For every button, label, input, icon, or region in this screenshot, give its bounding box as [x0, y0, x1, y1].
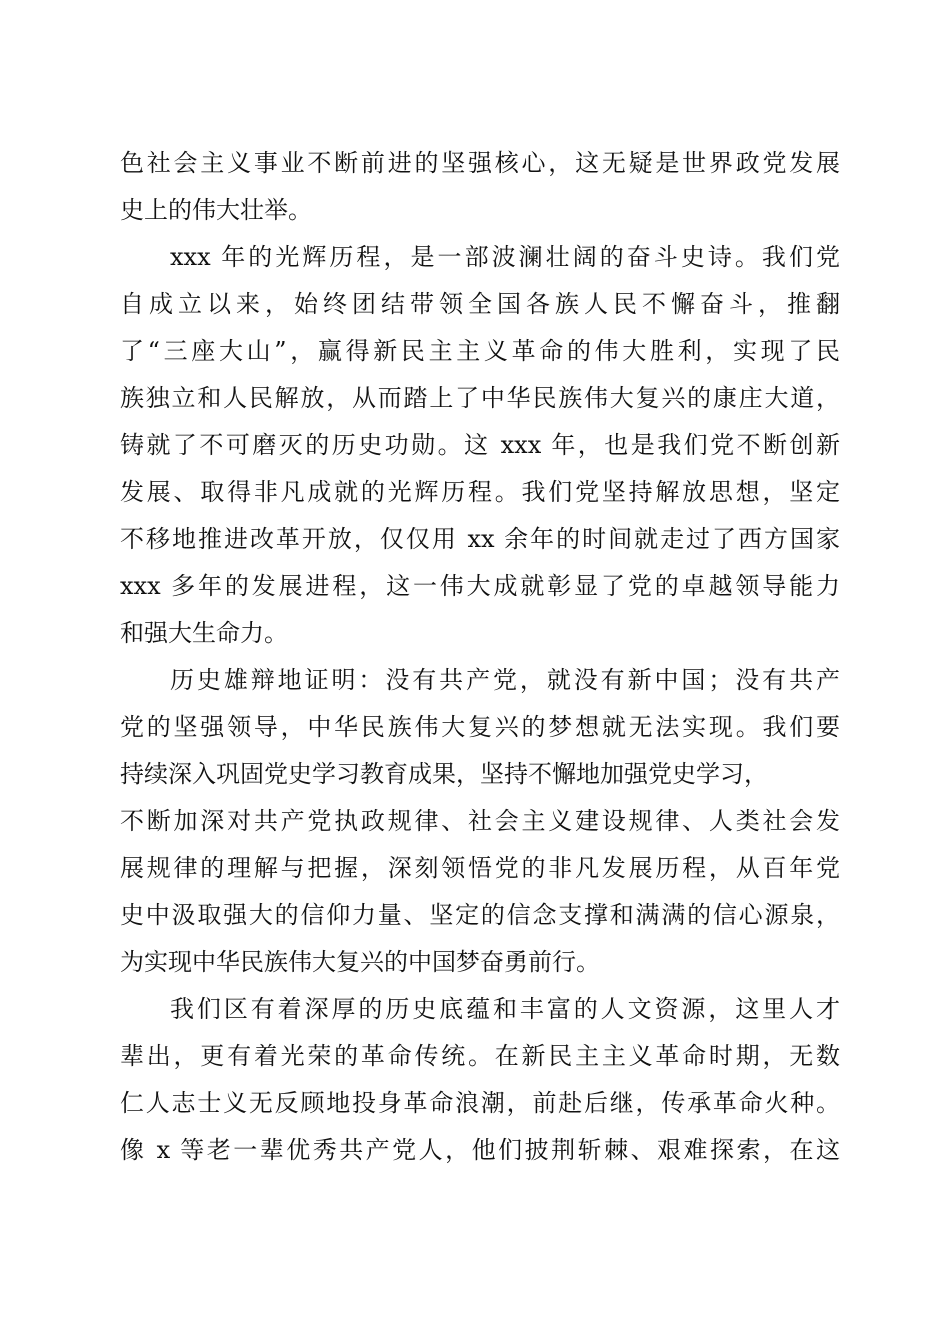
document-body: [120, 140, 840, 1174]
text-line: xxx 年的光辉历程，是一部波澜壮阔的奋斗史诗。我们党: [170, 243, 840, 271]
text-line: 发展、取得非凡成就的光辉历程。我们党坚持解放思想，坚定: [120, 478, 840, 506]
text-line: 铸就了不可磨灭的历史功勋。这 xxx 年，也是我们党不断创新: [120, 431, 840, 459]
text-line: 色社会主义事业不断前进的坚强核心，这无疑是世界政党发展: [120, 149, 840, 177]
text-line: 历史雄辩地证明：没有共产党，就没有新中国；没有共产: [170, 666, 840, 694]
text-line: 像 x 等老一辈优秀共产党人，他们披荆斩棘、艰难探索，在这: [120, 1136, 840, 1164]
text-line: 自成立以来，始终团结带领全国各族人民不懈奋斗，推翻: [120, 290, 840, 318]
paragraph: [120, 657, 840, 986]
paragraph: [120, 986, 840, 1174]
paragraph: [120, 234, 840, 657]
text-line: 持续深入巩固党史学习教育成果，坚持不懈地加强党史学习，: [120, 760, 768, 788]
text-line: 和强大生命力。: [120, 619, 288, 647]
text-line: 党的坚强领导，中华民族伟大复兴的梦想就无法实现。我们要: [120, 713, 840, 741]
text-line: 族独立和人民解放，从而踏上了中华民族伟大复兴的康庄大道，: [120, 384, 840, 412]
text-line: 了“三座大山”，赢得新民主主义革命的伟大胜利，实现了民: [120, 337, 840, 365]
paragraph: [120, 140, 840, 234]
text-line: 我们区有着深厚的历史底蕴和丰富的人文资源，这里人才: [170, 995, 840, 1023]
text-line: 展规律的理解与把握，深刻领悟党的非凡发展历程，从百年党: [120, 854, 840, 882]
text-line: xxx 多年的发展进程，这一伟大成就彰显了党的卓越领导能力: [120, 572, 840, 600]
text-line: 史中汲取强大的信仰力量、坚定的信念支撑和满满的信心源泉，: [120, 901, 840, 929]
text-line: 不断加深对共产党执政规律、社会主义建设规律、人类社会发: [120, 807, 840, 835]
text-line: 史上的伟大壮举。: [120, 196, 312, 224]
text-line: 不移地推进改革开放，仅仅用 xx 余年的时间就走过了西方国家: [120, 525, 840, 553]
text-line: 仁人志士义无反顾地投身革命浪潮，前赴后继，传承革命火种。: [120, 1089, 840, 1117]
text-line: 辈出，更有着光荣的革命传统。在新民主主义革命时期，无数: [120, 1042, 840, 1070]
text-line: 为实现中华民族伟大复兴的中国梦奋勇前行。: [120, 948, 600, 976]
